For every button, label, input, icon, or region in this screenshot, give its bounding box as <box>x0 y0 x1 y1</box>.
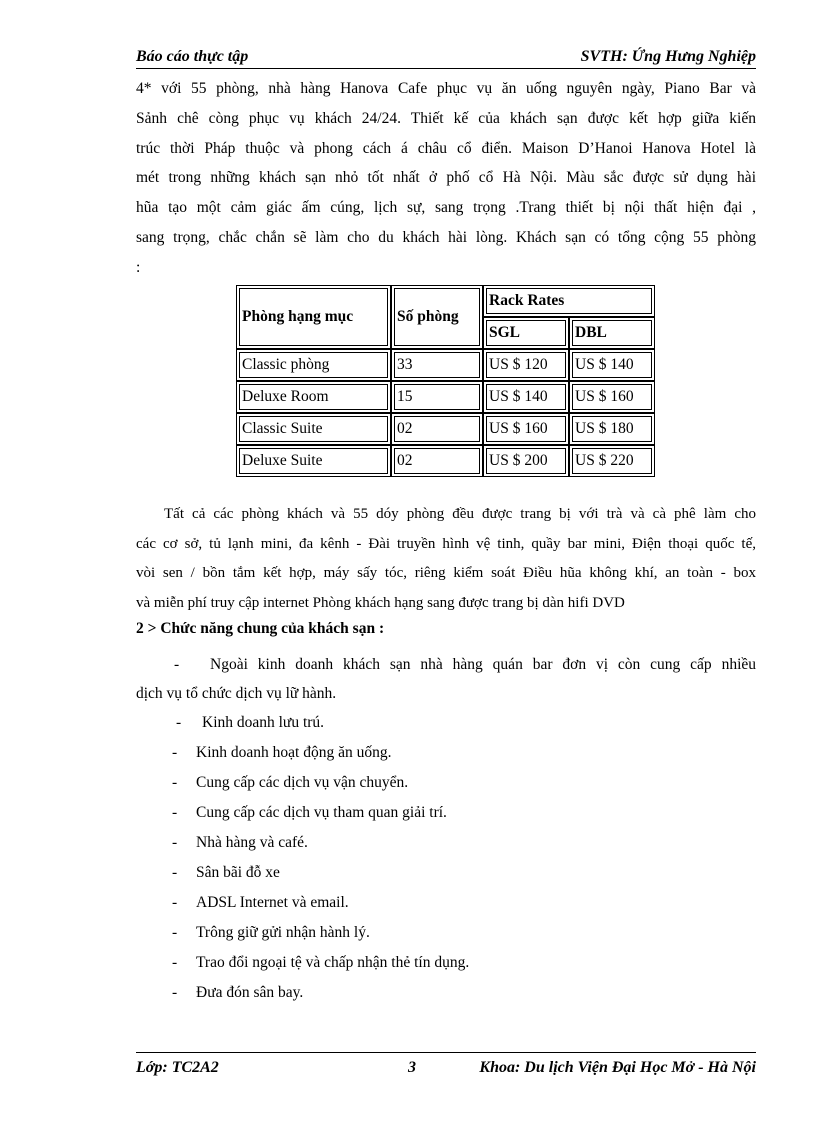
cell-room-count: 02 <box>391 413 483 445</box>
list-dash: - <box>172 834 178 851</box>
list-dash: - <box>172 864 178 881</box>
list-item <box>136 798 756 828</box>
cell-sgl-rate: US $ 140 <box>483 381 569 413</box>
list-dash: - <box>172 984 178 1001</box>
cell-sgl-rate: US $ 120 <box>483 349 569 381</box>
list-dash: - <box>172 804 178 821</box>
cell-dbl-rate: US $ 180 <box>569 413 655 445</box>
intro-line: sang trọng, chắc chắn sẽ làm cho du khách hài lòng. Khách sạn có tổng cộng 55 phòng <box>136 228 756 246</box>
list-text: Trông giữ gửi nhận hành lý. <box>196 924 370 941</box>
list-text: Cung cấp các dịch vụ tham quan giải trí. <box>196 804 447 821</box>
cell-sgl-rate: US $ 200 <box>483 445 569 477</box>
table-row <box>236 413 655 445</box>
header-report-title: Báo cáo thực tập <box>136 48 249 65</box>
cell-dbl-rate: US $ 140 <box>569 349 655 381</box>
intro-line: hũa tạo một cảm giác ấm cúng, lịch sự, sang trọng .Trang thiết bị nội thất hiện đại , <box>136 199 756 217</box>
table-row <box>236 381 655 413</box>
page-number: 3 <box>408 1059 416 1076</box>
list-text: Cung cấp các dịch vụ vận chuyển. <box>196 774 409 791</box>
intro-line: mét trong những khách sạn nhỏ tốt nhất ở phố cổ Hà Nội. Màu sắc được sử dụng hài <box>136 169 756 187</box>
list-item <box>136 708 756 738</box>
cell-room-type: Deluxe Suite <box>236 445 391 477</box>
page-header <box>136 46 756 69</box>
page-footer <box>136 1052 756 1079</box>
list-dash: - <box>174 656 180 673</box>
header-sgl: SGL <box>483 317 569 349</box>
intro-line: : <box>136 258 141 276</box>
table-header-row <box>236 285 655 317</box>
room-rates-table <box>236 285 655 477</box>
cell-dbl-rate: US $ 220 <box>569 445 655 477</box>
list-dash: - <box>172 744 178 761</box>
list-item <box>136 858 756 888</box>
list-text: Kinh doanh lưu trú. <box>202 714 325 731</box>
list-text: Đưa đón sân bay. <box>196 984 304 1001</box>
intro-line: 4* với 55 phòng, nhà hàng Hanova Cafe phục vụ ăn uống nguyên ngày, Piano Bar và <box>136 80 756 97</box>
intro-line: trúc thời Pháp thuộc và phong cách á châu cổ điển. Maison D’Hanoi Hanova Hotel là <box>136 139 756 157</box>
section-heading: 2 > Chức năng chung của khách sạn : <box>136 620 385 637</box>
list-item <box>136 828 756 858</box>
list-item <box>136 738 756 768</box>
amenities-paragraph <box>136 500 756 618</box>
cell-room-type: Deluxe Room <box>236 381 391 413</box>
cell-room-type: Classic Suite <box>236 413 391 445</box>
list-dash: - <box>176 714 182 731</box>
header-room-count: Số phòng <box>391 285 483 349</box>
list-item <box>136 768 756 798</box>
list-text: Trao đổi ngoại tệ và chấp nhận thẻ tín dụng. <box>196 954 470 971</box>
list-item <box>136 650 756 708</box>
cell-dbl-rate: US $ 160 <box>569 381 655 413</box>
intro-paragraph <box>136 74 756 283</box>
cell-room-type: Classic phòng <box>236 349 391 381</box>
list-item <box>136 948 756 978</box>
header-dbl: DBL <box>569 317 655 349</box>
amenities-line: và miễn phí truy cập internet Phòng khách hạng sang được trang bị dàn hifi DVD <box>136 594 625 611</box>
amenities-line: vòi sen / bồn tắm kết hợp, máy sấy tóc, riêng kiểm soát Điều hũa không khí, an toàn - box <box>136 565 756 581</box>
list-text: Kinh doanh hoạt động ăn uống. <box>196 744 392 761</box>
list-item-first-line <box>136 650 756 679</box>
footer-faculty: Khoa: Du lịch Viện Đại Học Mở - Hà Nội <box>479 1059 756 1076</box>
list-item <box>136 888 756 918</box>
list-item-second-line: dịch vụ tổ chức dịch vụ lữ hành. <box>136 685 337 702</box>
cell-sgl-rate: US $ 160 <box>483 413 569 445</box>
header-room-type: Phòng hạng mục <box>236 285 391 349</box>
list-text: ADSL Internet và email. <box>196 894 349 911</box>
list-item <box>136 918 756 948</box>
list-text: Ngoài kinh doanh khách sạn nhà hàng quán bar đơn vị còn cung cấp nhiều <box>210 656 756 673</box>
functions-list <box>136 650 756 1008</box>
list-dash: - <box>172 954 178 971</box>
footer-class: Lớp: TC2A2 <box>136 1059 219 1076</box>
amenities-line: các cơ sở, tủ lạnh mini, đa kênh - Đài truyền hình vệ tinh, quầy bar mini, Điện thoại quốc tế, <box>136 535 756 552</box>
header-rack-rates: Rack Rates <box>483 285 655 317</box>
amenities-line: Tất cả các phòng khách và 55 dóy phòng đều được trang bị với trà và cà phê làm cho <box>164 506 756 522</box>
header-student-name: SVTH: Ứng Hưng Nghiệp <box>580 48 756 65</box>
list-text: Nhà hàng và café. <box>196 834 308 851</box>
list-dash: - <box>172 894 178 911</box>
table-row <box>236 445 655 477</box>
cell-room-count: 02 <box>391 445 483 477</box>
list-dash: - <box>172 774 178 791</box>
table-row <box>236 349 655 381</box>
list-text: Sân bãi đỗ xe <box>196 864 280 881</box>
cell-room-count: 15 <box>391 381 483 413</box>
list-item <box>136 978 756 1008</box>
list-dash: - <box>172 924 178 941</box>
cell-room-count: 33 <box>391 349 483 381</box>
intro-line: Sảnh chê còng phục vụ khách 24/24. Thiết kế của khách sạn được kết hợp giữa kiến <box>136 109 756 127</box>
